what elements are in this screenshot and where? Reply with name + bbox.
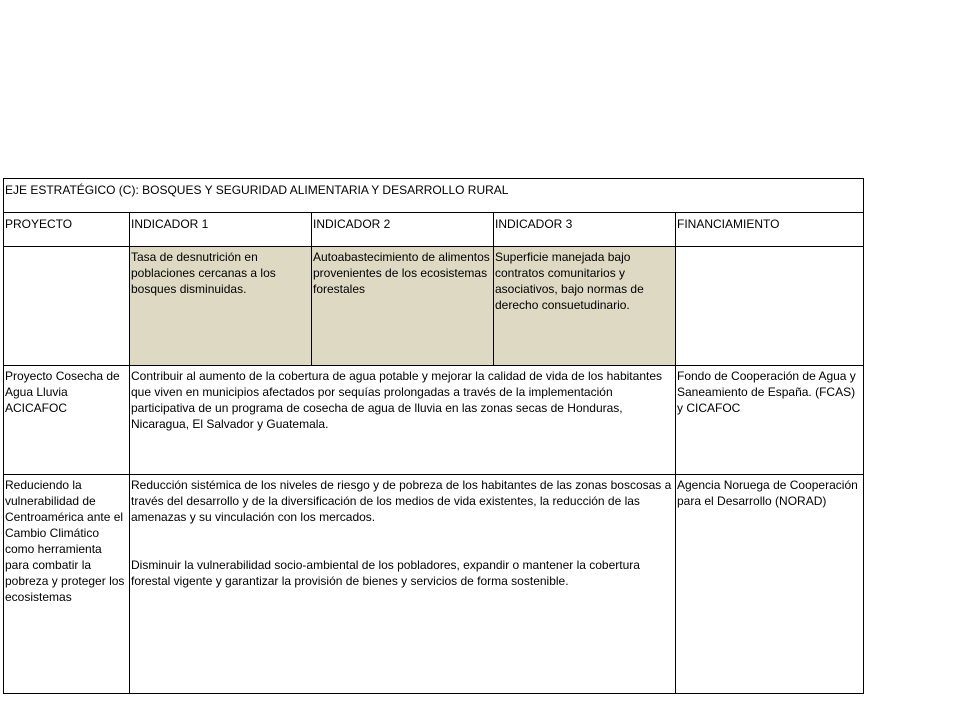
project-description-paragraph-2: Disminuir la vulnerabilidad socio-ambiental de los pobladores, expandir o mantener la cobertura forestal vigente y garantizar la provisión de bienes y servicios de forma sostenible. xyxy=(131,558,640,588)
project-funding-cell: Agencia Noruega de Cooperación para el Desarrollo (NORAD) xyxy=(676,475,864,694)
header-proyecto: PROYECTO xyxy=(4,213,130,247)
project-funding-cell: Fondo de Cooperación de Agua y Saneamiento de España. (FCAS) y CICAFOC xyxy=(676,366,864,475)
table-title: EJE ESTRATÉGICO (C): BOSQUES Y SEGURIDAD ALIMENTARIA Y DESARROLLO RURAL xyxy=(4,179,864,213)
project-description-cell xyxy=(130,475,676,694)
project-description-cell: Contribuir al aumento de la cobertura de agua potable y mejorar la calidad de vida de los habitantes que viven en municipios afectados por sequías prolongadas a través de la implementación participativa de un programa de cosecha de agua de lluvia en las zonas secas de Honduras, Nicaragua, El Salvador y Guatemala. xyxy=(130,366,676,475)
table-row xyxy=(4,366,864,475)
indicator-row xyxy=(4,247,864,366)
indicator-1-cell: Tasa de desnutrición en poblaciones cercanas a los bosques disminuidas. xyxy=(130,247,312,366)
paragraph-spacer xyxy=(131,525,674,557)
indicator-3-cell: Superficie manejada bajo contratos comunitarios y asociativos, bajo normas de derecho consuetudinario. xyxy=(494,247,676,366)
project-name-cell: Reduciendo la vulnerabilidad de Centroamérica ante el Cambio Climático como herramienta para combatir la pobreza y proteger los ecosistemas xyxy=(4,475,130,694)
header-indicador-1: INDICADOR 1 xyxy=(130,213,312,247)
header-row xyxy=(4,213,864,247)
table-title-row xyxy=(4,179,864,213)
table-row xyxy=(4,475,864,694)
project-description-paragraph-1: Reducción sistémica de los niveles de riesgo y de pobreza de los habitantes de las zonas boscosas a través del desarrollo y de la diversificación de los medios de vida existentes, la reducción de las amenazas y su vinculación con los mercados. xyxy=(131,478,672,524)
header-indicador-3: INDICADOR 3 xyxy=(494,213,676,247)
project-name-cell: Proyecto Cosecha de Agua Lluvia ACICAFOC xyxy=(4,366,130,475)
indicator-empty-proyecto xyxy=(4,247,130,366)
header-indicador-2: INDICADOR 2 xyxy=(312,213,494,247)
indicator-2-cell: Autoabastecimiento de alimentos provenientes de los ecosistemas forestales xyxy=(312,247,494,366)
indicator-empty-financiamiento xyxy=(676,247,864,366)
header-financiamiento: FINANCIAMIENTO xyxy=(676,213,864,247)
strategic-axis-table xyxy=(3,178,864,694)
